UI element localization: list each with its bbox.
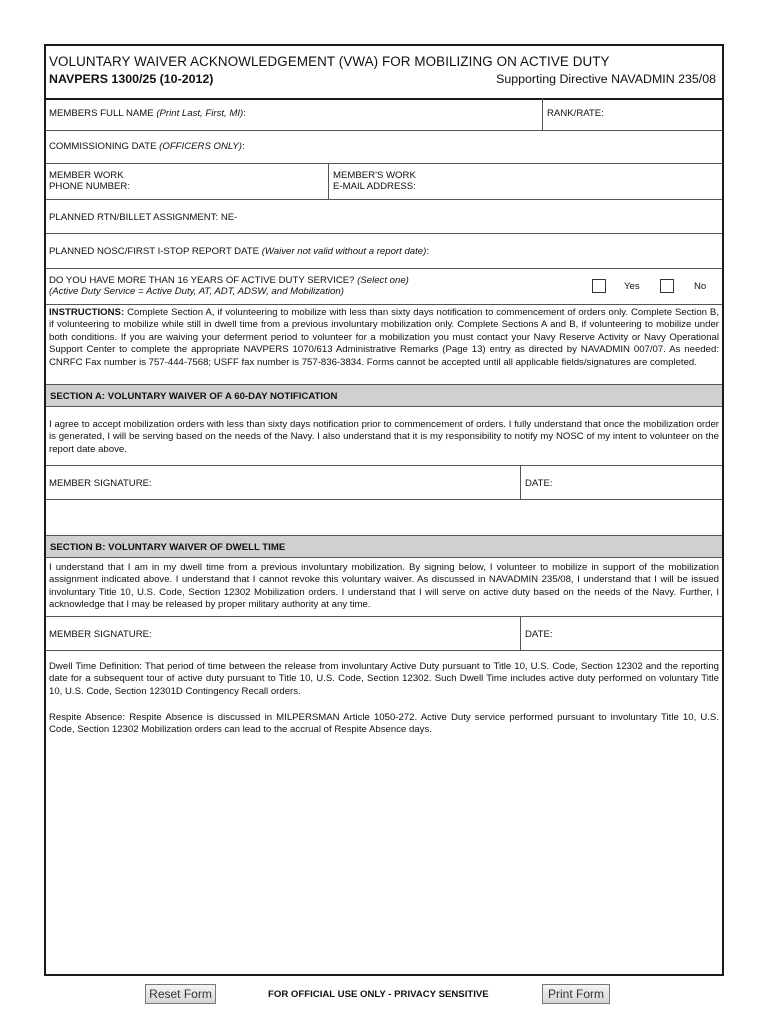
supporting-directive: Supporting Directive NAVADMIN 235/08 <box>496 72 716 86</box>
report-date-field[interactable] <box>46 234 722 269</box>
section-a-text: I agree to accept mobilization orders with less than sixty days notification prior to commencement of orders. I fully understand that once the mobilization order is generated, I will be serving based on the needs of the Navy. I also understand that it is my responsibility to notify my NOSC of my intent to volunteer on the report date above. <box>49 419 719 455</box>
section-b-header <box>46 536 722 558</box>
section-b-signature-row[interactable] <box>46 617 722 651</box>
billet-assignment-field[interactable] <box>46 200 722 234</box>
commissioning-date-field[interactable] <box>46 131 722 164</box>
form-title: VOLUNTARY WAIVER ACKNOWLEDGEMENT (VWA) FOR MOBILIZING ON ACTIVE DUTY <box>49 54 610 69</box>
section-a-body <box>46 407 722 466</box>
print-form-button[interactable]: Print Form <box>542 984 610 1004</box>
commissioning-date-label: COMMISSIONING DATE (OFFICERS ONLY): <box>49 141 245 152</box>
section-a-signature-label: MEMBER SIGNATURE: <box>49 478 152 489</box>
section-b-date-label: DATE: <box>525 629 553 640</box>
blank-row <box>46 500 722 536</box>
reset-form-button[interactable]: Reset Form <box>145 984 216 1004</box>
service-question-label: DO YOU HAVE MORE THAN 16 YEARS OF ACTIVE DUTY SERVICE? (Select one) (Active Duty Service = Active Duty, AT, ADT, ADSW, and Mobilization) <box>49 275 409 297</box>
no-label: No <box>694 281 707 292</box>
form-number: NAVPERS 1300/25 (10-2012) <box>49 72 214 86</box>
report-date-label: PLANNED NOSC/FIRST I-STOP REPORT DATE (Waiver not valid without a report date): <box>49 246 429 257</box>
service-question-row <box>46 269 722 305</box>
section-b-signature-label: MEMBER SIGNATURE: <box>49 629 152 640</box>
section-b-text: I understand that I am in my dwell time from a previous involuntary mobilization. By signing below, I volunteer to mobilize in support of the mobilization assignment indicated above. I understand that I cannot revoke this voluntary waiver. As discussed in NAVADMIN 235/08, I understand that I will be issued involuntary Title 10, U.S. Code, Section 12302 Mobilization orders. I understand that I will serve on active duty based on the needs of the Navy. Further, I acknowledge that I may be released by proper military authority at any time. <box>49 562 719 611</box>
respite-absence-definition: Respite Absence: Respite Absence is discussed in MILPERSMAN Article 1050-272. Active Duty service performed pursuant to involuntary Title 10, U.S. Code, Section 12302 Mobilization orders can lead to the accrual of Respite Absence days. <box>49 712 719 736</box>
form-header <box>46 46 722 100</box>
full-name-field[interactable] <box>46 98 722 131</box>
no-checkbox[interactable] <box>660 279 674 293</box>
full-name-label: MEMBERS FULL NAME (Print Last, First, MI): <box>49 108 246 119</box>
rank-rate-label: RANK/RATE: <box>547 108 604 119</box>
section-b-body <box>46 558 722 617</box>
section-b-title: SECTION B: VOLUNTARY WAIVER OF DWELL TIME <box>50 542 286 553</box>
billet-assignment-label: PLANNED RTN/BILLET ASSIGNMENT: NE- <box>49 212 238 223</box>
yes-label: Yes <box>624 281 640 292</box>
dwell-time-definition: Dwell Time Definition: That period of time between the release from involuntary Active Duty pursuant to Title 10, U.S. Code, Section 12302 and the reporting date for a subsequent tour of active duty pursuant to Title 10, U.S. Code, Section 12302. Such Dwell Time includes active duty performed on voluntary Title 10, U.S. Code, Section 12301D Contingency Recall orders. <box>49 661 719 697</box>
vwa-form <box>44 44 724 976</box>
work-email-label: MEMBER'S WORK E-MAIL ADDRESS: <box>333 170 416 192</box>
privacy-notice: FOR OFFICIAL USE ONLY - PRIVACY SENSITIVE <box>268 989 489 1000</box>
instructions-text: INSTRUCTIONS: Complete Section A, if volunteering to mobilize with less than sixty days notification to commencement of orders only. Complete Section B, if volunteering to mobilize while still in dwell time from a previous involuntary mobilization only. Complete Sections A and B, if volunteering to mobilize under both conditions. If you are waiving your deferment period to volunteer for a mobilization you must contact your Navy Reserve Activity or Navy Operational Support Center to complete the appropriate NAVPERS 1070/613 Administrative Remarks (Page 13) entry as directed by NAVADMIN 007/07. As needed: CNRFC Fax number is 757-444-7568; USFF fax number is 757-836-3834. Forms cannot be accepted until all applicable fields/signatures are completed. <box>49 307 719 368</box>
section-a-signature-row[interactable] <box>46 466 722 500</box>
section-a-header <box>46 385 722 407</box>
section-a-title: SECTION A: VOLUNTARY WAIVER OF A 60-DAY NOTIFICATION <box>50 391 338 402</box>
work-phone-label: MEMBER WORK PHONE NUMBER: <box>49 170 131 192</box>
section-a-date-label: DATE: <box>525 478 553 489</box>
instructions-block <box>46 305 722 385</box>
contact-row[interactable] <box>46 164 722 200</box>
yes-checkbox[interactable] <box>592 279 606 293</box>
